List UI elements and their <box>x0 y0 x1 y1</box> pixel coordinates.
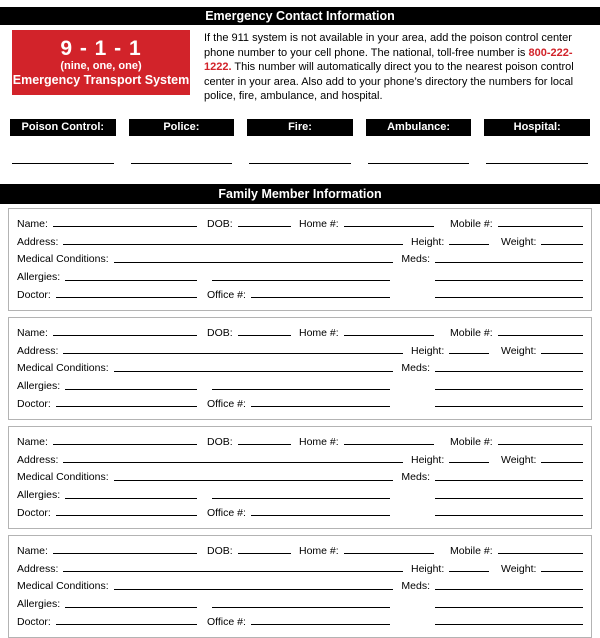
height-label: Height: <box>411 235 445 248</box>
name-field <box>17 218 197 230</box>
meds-blank-line <box>435 589 583 590</box>
instructions-text-after: This number will automatically direct you to the nearest poison control center in your area. Also add to your phone’s directory the numbers for local police, fire, ambulance, and hospital. <box>204 61 574 103</box>
weight-field <box>501 563 583 575</box>
office-phone-label: Office #: <box>207 615 246 628</box>
mobile-phone-blank-line <box>498 444 583 445</box>
member-row-medical <box>17 575 583 593</box>
mobile-phone-label: Mobile #: <box>450 544 493 557</box>
name-label: Name: <box>17 544 48 557</box>
meds-blank-line <box>435 480 583 481</box>
member-row-address <box>17 448 583 466</box>
home-phone-label: Home #: <box>299 217 339 230</box>
allergies-continuation-line <box>212 280 390 281</box>
member-row-address <box>17 557 583 575</box>
mobile-phone-label: Mobile #: <box>450 435 493 448</box>
meds-continuation-line-2 <box>435 624 583 625</box>
doctor-label: Doctor: <box>17 615 51 628</box>
address-label: Address: <box>17 344 59 357</box>
contact-column-poison-control <box>10 119 116 164</box>
meds-blank-line <box>435 371 583 372</box>
medical-conditions-label: Medical Conditions: <box>17 362 109 375</box>
member-row-name <box>17 212 583 230</box>
allergies-blank-line <box>65 607 197 608</box>
mobile-phone-blank-line <box>498 553 583 554</box>
doctor-blank-line <box>56 406 197 407</box>
emergency-number: 9 - 1 - 1 <box>60 37 142 60</box>
poison-control-phone-number: 800-222-1222. <box>204 46 573 74</box>
doctor-blank-line <box>56 297 197 298</box>
home-phone-label: Home #: <box>299 326 339 339</box>
home-phone-field <box>299 436 434 448</box>
member-row-allergies <box>17 374 583 392</box>
medical-conditions-field <box>17 253 393 265</box>
member-row-name <box>17 321 583 339</box>
allergies-label: Allergies: <box>17 489 61 502</box>
member-row-medical <box>17 357 583 375</box>
contact-column-fire <box>247 119 353 164</box>
member-row-doctor <box>17 392 583 410</box>
contact-column-hospital <box>484 119 590 164</box>
home-phone-blank-line <box>344 553 434 554</box>
intro-section <box>12 30 588 104</box>
meds-continuation-line <box>435 280 583 281</box>
medical-conditions-label: Medical Conditions: <box>17 471 109 484</box>
address-label: Address: <box>17 453 59 466</box>
height-label: Height: <box>411 562 445 575</box>
mobile-phone-field <box>450 327 583 339</box>
allergies-label: Allergies: <box>17 598 61 611</box>
meds-continuation-line <box>435 607 583 608</box>
emergency-transport-label: Emergency Transport System <box>12 73 190 87</box>
name-field <box>17 545 197 557</box>
weight-blank-line <box>541 244 583 245</box>
instructions-text-before: If the 911 system is not available in your area, add the poison control center phone number to your cell phone. The national, toll-free number is <box>204 32 572 59</box>
meds-continuation-line <box>435 389 583 390</box>
height-field <box>411 236 489 248</box>
height-field <box>411 345 489 357</box>
mobile-phone-field <box>450 436 583 448</box>
address-blank-line <box>63 571 403 572</box>
name-blank-line <box>53 553 197 554</box>
weight-label: Weight: <box>501 235 537 248</box>
member-row-medical <box>17 466 583 484</box>
ambulance-blank-line <box>368 136 470 164</box>
weight-blank-line <box>541 462 583 463</box>
dob-label: DOB: <box>207 217 233 230</box>
home-phone-blank-line <box>344 226 434 227</box>
office-phone-blank-line <box>251 624 390 625</box>
family-member-box <box>8 208 592 311</box>
meds-continuation-line-2 <box>435 515 583 516</box>
doctor-blank-line <box>56 515 197 516</box>
family-member-box <box>8 426 592 529</box>
hospital-label: Hospital: <box>484 119 590 136</box>
address-field <box>17 236 403 248</box>
address-label: Address: <box>17 562 59 575</box>
meds-continuation-line-2 <box>435 406 583 407</box>
police-blank-line <box>131 136 233 164</box>
home-phone-label: Home #: <box>299 544 339 557</box>
dob-field <box>207 327 291 339</box>
poison-control-label: Poison Control: <box>10 119 116 136</box>
name-blank-line <box>53 335 197 336</box>
dob-field <box>207 436 291 448</box>
member-row-doctor <box>17 283 583 301</box>
weight-blank-line <box>541 571 583 572</box>
family-member-box <box>8 317 592 420</box>
family-member-sections <box>0 208 600 638</box>
height-blank-line <box>449 353 489 354</box>
dob-label: DOB: <box>207 544 233 557</box>
allergies-blank-line <box>65 280 197 281</box>
doctor-field <box>17 289 197 301</box>
allergies-label: Allergies: <box>17 271 61 284</box>
contact-column-ambulance <box>366 119 472 164</box>
member-row-allergies <box>17 592 583 610</box>
height-label: Height: <box>411 453 445 466</box>
doctor-label: Doctor: <box>17 288 51 301</box>
dob-label: DOB: <box>207 435 233 448</box>
name-field <box>17 436 197 448</box>
poison-control-instructions <box>204 30 588 104</box>
medical-conditions-field <box>17 471 393 483</box>
member-row-allergies <box>17 483 583 501</box>
doctor-blank-line <box>56 624 197 625</box>
dob-field <box>207 545 291 557</box>
meds-label: Meds: <box>401 253 430 266</box>
allergies-continuation-line <box>212 389 390 390</box>
home-phone-label: Home #: <box>299 435 339 448</box>
meds-label: Meds: <box>401 362 430 375</box>
weight-field <box>501 454 583 466</box>
weight-label: Weight: <box>501 344 537 357</box>
dob-label: DOB: <box>207 326 233 339</box>
police-label: Police: <box>129 119 235 136</box>
doctor-field <box>17 616 197 628</box>
address-blank-line <box>63 353 403 354</box>
allergies-field <box>17 271 197 283</box>
allergies-label: Allergies: <box>17 380 61 393</box>
medical-conditions-field <box>17 362 393 374</box>
meds-blank-line <box>435 262 583 263</box>
weight-blank-line <box>541 353 583 354</box>
weight-label: Weight: <box>501 562 537 575</box>
mobile-phone-label: Mobile #: <box>450 217 493 230</box>
address-field <box>17 454 403 466</box>
address-field <box>17 563 403 575</box>
home-phone-field <box>299 218 434 230</box>
dob-blank-line <box>238 335 291 336</box>
emergency-number-words: (nine, one, one) <box>60 60 142 72</box>
mobile-phone-field <box>450 545 583 557</box>
emergency-911-box <box>12 30 190 95</box>
height-blank-line <box>449 462 489 463</box>
name-label: Name: <box>17 326 48 339</box>
meds-label: Meds: <box>401 471 430 484</box>
weight-label: Weight: <box>501 453 537 466</box>
member-row-address <box>17 339 583 357</box>
meds-continuation-line <box>435 498 583 499</box>
family-section-title: Family Member Information <box>0 184 600 204</box>
meds-label: Meds: <box>401 580 430 593</box>
allergies-blank-line <box>65 389 197 390</box>
dob-field <box>207 218 291 230</box>
allergies-continuation-line <box>212 607 390 608</box>
doctor-label: Doctor: <box>17 397 51 410</box>
height-blank-line <box>449 571 489 572</box>
allergies-blank-line <box>65 498 197 499</box>
page-title: Emergency Contact Information <box>0 7 600 25</box>
name-label: Name: <box>17 435 48 448</box>
mobile-phone-blank-line <box>498 335 583 336</box>
poison-control-blank-line <box>12 136 114 164</box>
allergies-field <box>17 598 197 610</box>
office-phone-label: Office #: <box>207 288 246 301</box>
office-phone-label: Office #: <box>207 397 246 410</box>
fire-label: Fire: <box>247 119 353 136</box>
mobile-phone-label: Mobile #: <box>450 326 493 339</box>
name-blank-line <box>53 444 197 445</box>
home-phone-field <box>299 545 434 557</box>
dob-blank-line <box>238 444 291 445</box>
address-field <box>17 345 403 357</box>
emergency-contacts-row <box>10 119 590 164</box>
dob-blank-line <box>238 553 291 554</box>
height-field <box>411 454 489 466</box>
medical-conditions-field <box>17 580 393 592</box>
medical-conditions-blank-line <box>114 480 394 481</box>
member-row-name <box>17 430 583 448</box>
home-phone-blank-line <box>344 444 434 445</box>
office-phone-blank-line <box>251 515 390 516</box>
allergies-field <box>17 489 197 501</box>
height-blank-line <box>449 244 489 245</box>
hospital-blank-line <box>486 136 588 164</box>
member-row-name <box>17 539 583 557</box>
member-row-allergies <box>17 265 583 283</box>
family-member-box <box>8 535 592 638</box>
doctor-label: Doctor: <box>17 506 51 519</box>
office-phone-blank-line <box>251 406 390 407</box>
mobile-phone-blank-line <box>498 226 583 227</box>
contact-column-police <box>129 119 235 164</box>
address-blank-line <box>63 244 403 245</box>
doctor-field <box>17 398 197 410</box>
home-phone-blank-line <box>344 335 434 336</box>
name-blank-line <box>53 226 197 227</box>
member-row-doctor <box>17 501 583 519</box>
fire-blank-line <box>249 136 351 164</box>
mobile-phone-field <box>450 218 583 230</box>
member-row-address <box>17 230 583 248</box>
member-row-doctor <box>17 610 583 628</box>
address-label: Address: <box>17 235 59 248</box>
height-label: Height: <box>411 344 445 357</box>
medical-conditions-blank-line <box>114 262 394 263</box>
meds-continuation-line-2 <box>435 297 583 298</box>
name-field <box>17 327 197 339</box>
office-phone-blank-line <box>251 297 390 298</box>
medical-conditions-label: Medical Conditions: <box>17 580 109 593</box>
weight-field <box>501 236 583 248</box>
office-phone-label: Office #: <box>207 506 246 519</box>
ambulance-label: Ambulance: <box>366 119 472 136</box>
dob-blank-line <box>238 226 291 227</box>
allergies-continuation-line <box>212 498 390 499</box>
home-phone-field <box>299 327 434 339</box>
member-row-medical <box>17 248 583 266</box>
doctor-field <box>17 507 197 519</box>
medical-conditions-label: Medical Conditions: <box>17 253 109 266</box>
name-label: Name: <box>17 217 48 230</box>
medical-conditions-blank-line <box>114 589 394 590</box>
allergies-field <box>17 380 197 392</box>
weight-field <box>501 345 583 357</box>
height-field <box>411 563 489 575</box>
medical-conditions-blank-line <box>114 371 394 372</box>
address-blank-line <box>63 462 403 463</box>
